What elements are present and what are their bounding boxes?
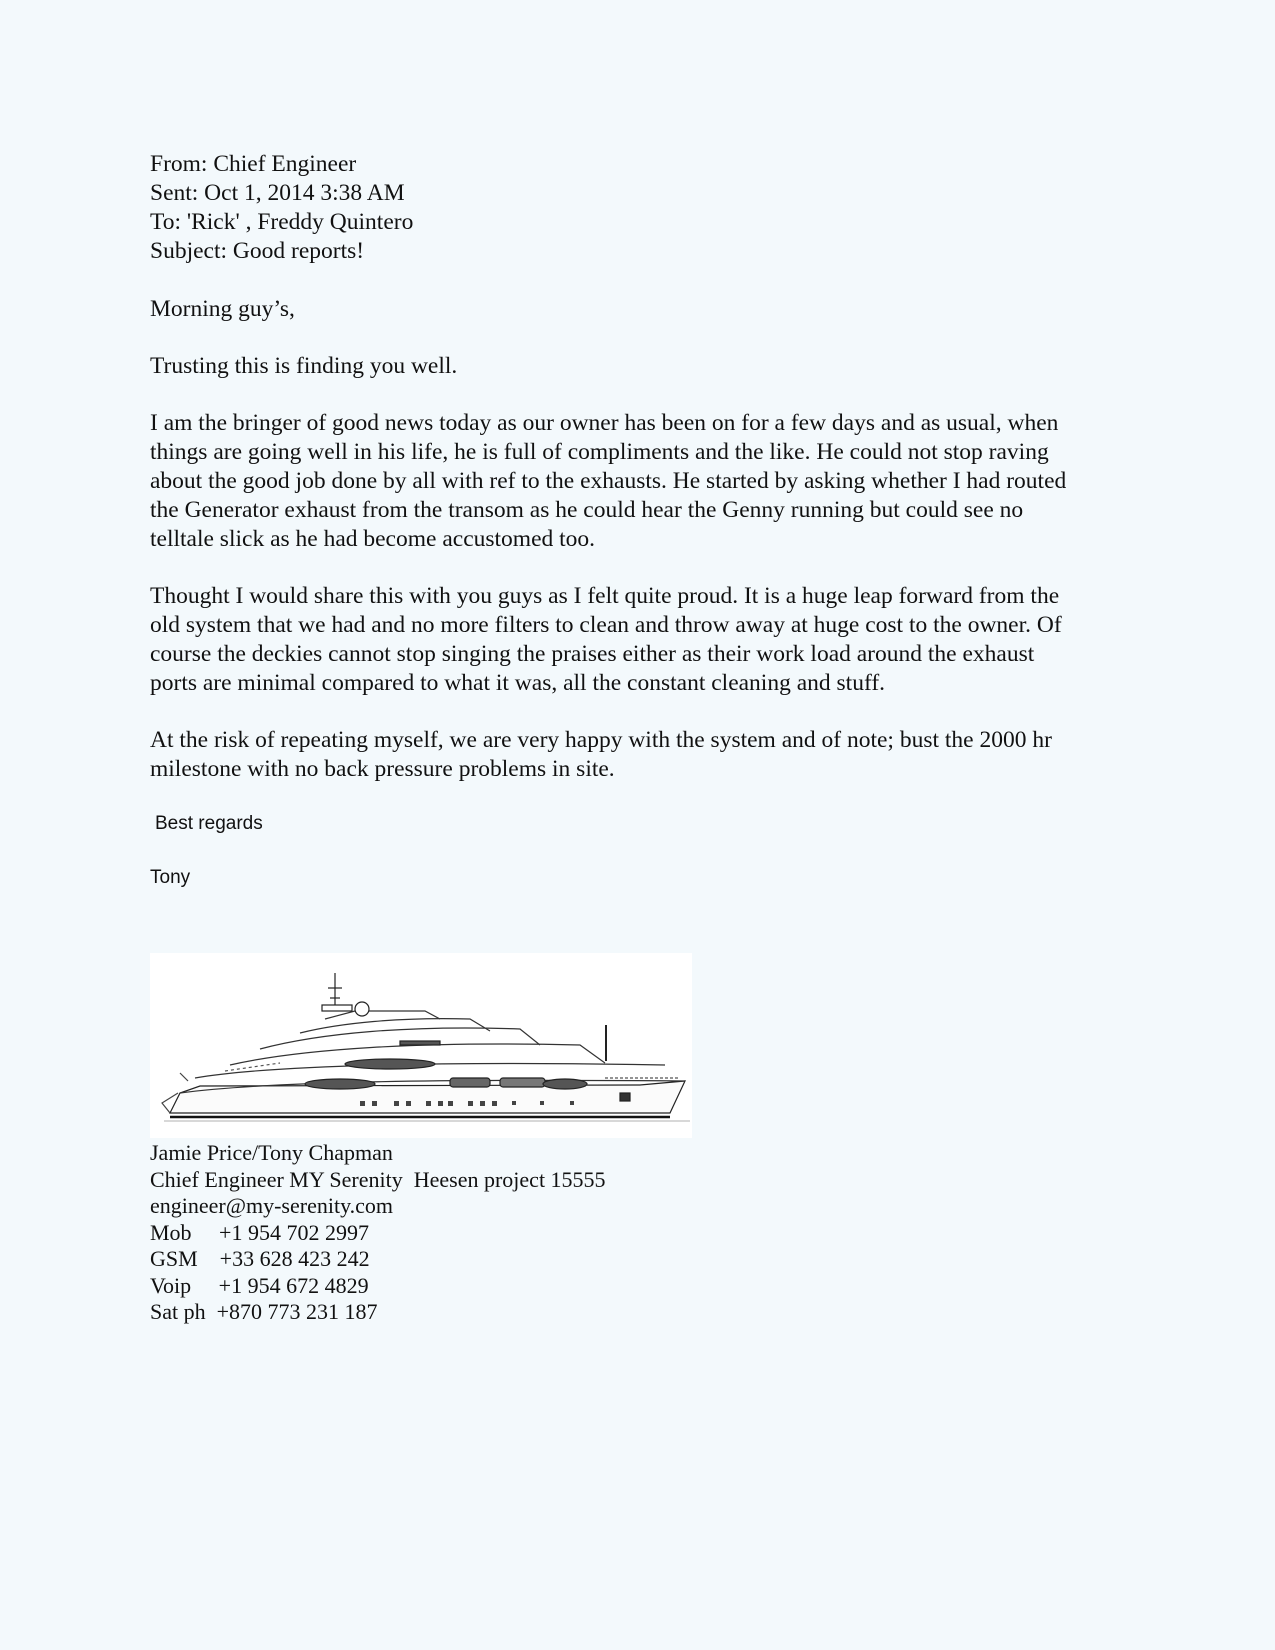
paragraph-2-line: telltale slick as he had become accustomed too. — [150, 526, 596, 552]
paragraph-2 — [150, 409, 1150, 554]
signature-sat-phone: Sat ph +870 773 231 187 — [150, 1299, 378, 1324]
paragraph-2-line: I am the bringer of good news today as our owner has been on for a few days and as usual, when — [150, 410, 1059, 436]
paragraph-2-line: things are going well in his life, he is full of compliments and the like. He could not stop raving — [150, 439, 1049, 465]
paragraph-1 — [150, 352, 1150, 381]
signature-gsm: GSM +33 628 423 242 — [150, 1246, 370, 1271]
sent-line: Sent: Oct 1, 2014 3:38 AM — [150, 180, 405, 206]
paragraph-2-line: about the good job done by all with ref to the exhausts. He started by asking whether I had routed — [150, 468, 1067, 494]
email-document — [150, 150, 1150, 890]
from-line: From: Chief Engineer — [150, 151, 357, 177]
paragraph-1-text: Trusting this is finding you well. — [150, 353, 458, 379]
subject-line: Subject: Good reports! — [150, 238, 365, 264]
paragraph-3-line: Thought I would share this with you guys as I felt quite proud. It is a huge leap forward from the — [150, 583, 1060, 609]
email-header — [150, 150, 1150, 266]
paragraph-4-line: At the risk of repeating myself, we are very happy with the system and of note; bust the 2000 hr — [150, 727, 1052, 753]
signature-voip: Voip +1 954 672 4829 — [150, 1272, 369, 1298]
paragraph-3 — [150, 582, 1150, 698]
paragraph-4 — [150, 726, 1150, 784]
paragraph-3-line: ports are minimal compared to what it was, all the constant cleaning and stuff. — [150, 670, 886, 696]
sender-name — [150, 866, 1150, 890]
yacht-drawing-icon — [150, 953, 692, 1138]
closing — [155, 812, 1150, 836]
signature-names: Jamie Price/Tony Chapman — [150, 1140, 393, 1165]
signature-mobile: Mob +1 954 702 2997 — [150, 1219, 369, 1245]
paragraph-4-line: milestone with no back pressure problems in site. — [150, 756, 615, 782]
to-line: To: 'Rick' , Freddy Quintero — [150, 209, 414, 235]
email-signature — [150, 1140, 850, 1326]
greeting-text: Morning guy’s, — [150, 296, 295, 322]
signature-email[interactable]: engineer@my-serenity.com — [150, 1193, 394, 1218]
paragraph-3-line: old system that we had and no more filters to clean and throw away at huge cost to the owner. Of — [150, 612, 1062, 638]
greeting — [150, 295, 1150, 324]
sender-name-text: Tony — [150, 867, 191, 888]
paragraph-2-line: the Generator exhaust from the transom as he could hear the Genny running but could see no — [150, 497, 1024, 523]
signature-title: Chief Engineer MY Serenity Heesen project 15555 — [150, 1166, 606, 1192]
closing-text: Best regards — [155, 813, 263, 834]
paragraph-3-line: course the deckies cannot stop singing the praises either as their work load around the exhaust — [150, 641, 1035, 667]
